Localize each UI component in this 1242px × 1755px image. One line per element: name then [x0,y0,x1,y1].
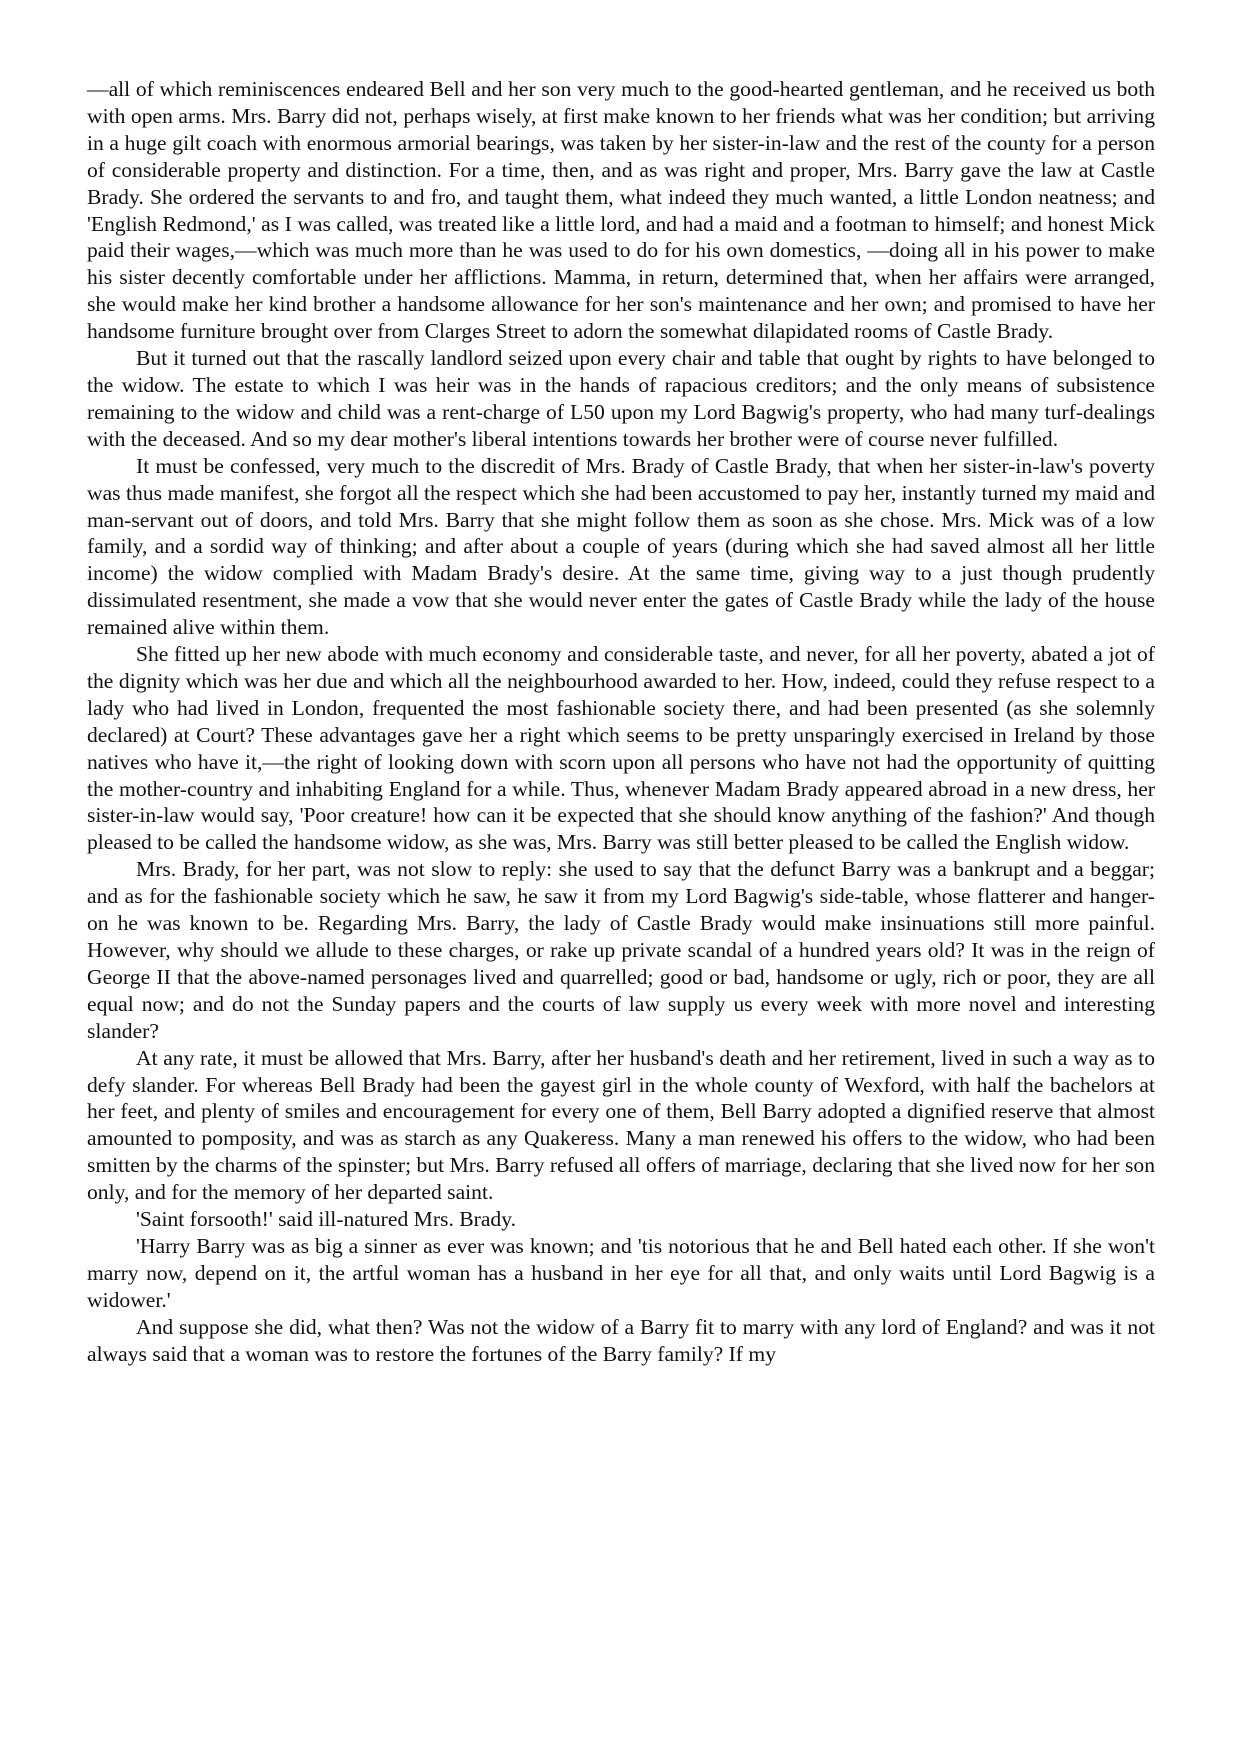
document-page [87,76,1155,1368]
paragraph-4: She fitted up her new abode with much economy and considerable taste, and never, for all her poverty, abated a jot of the dignity which was her due and which all the neighbourhood awarded to her. How, indeed, could they refuse respect to a lady who had lived in London, frequented the most fashionable society there, and had been presented (as she solemnly declared) at Court? These advantages gave her a right which seems to be pretty unsparingly exercised in Ireland by those natives who have it,—the right of looking down with scorn upon all persons who have not had the opportunity of quitting the mother-country and inhabiting England for a while. Thus, whenever Madam Brady appeared abroad in a new dress, her sister-in-law would say, 'Poor creature! how can it be expected that she should know anything of the fashion?' And though pleased to be called the handsome widow, as she was, Mrs. Barry was still better pleased to be called the English widow. [87,642,1155,855]
paragraph-7: 'Saint forsooth!' said ill-natured Mrs. Brady. [136,1207,517,1232]
paragraph-6: At any rate, it must be allowed that Mrs. Barry, after her husband's death and her retirement, lived in such a way as to defy slander. For whereas Bell Brady had been the gayest girl in the whole county of Wexford, with half the bachelors at her feet, and plenty of smiles and encouragement for every one of them, Bell Barry adopted a dignified reserve that almost amounted to pomposity, and was as starch as any Quakeress. Many a man renewed his offers to the widow, who had been smitten by the charms of the spinster; but Mrs. Barry refused all offers of marriage, declaring that she lived now for her son only, and for the memory of her departed saint. [87,1045,1155,1205]
paragraph-1: —all of which reminiscences endeared Bell and her son very much to the good-hearted gentleman, and he received us both with open arms. Mrs. Barry did not, perhaps wisely, at first make known to her friends what was her condition; but arriving in a huge gilt coach with enormous armorial bearings, was taken by her sister-in-law and the rest of the county for a person of considerable property and distinction. For a time, then, and as was right and proper, Mrs. Barry gave the law at Castle Brady. She ordered the servants to and fro, and taught them, what indeed they much wanted, a little London neatness; and 'English Redmond,' as I was called, was treated like a little lord, and had a maid and a footman to himself; and honest Mick paid their wages,—which was much more than he was used to do for his own domestics, —doing all in his power to make his sister decently comfortable under her afflictions. Mamma, in return, determined that, when her affairs were arranged, she would make her kind brother a handsome allowance for her son's maintenance and her own; and promised to have her handsome furniture brought over from Clarges Street to adorn the somewhat dilapidated rooms of Castle Brady. [87,77,1155,344]
paragraph-2: But it turned out that the rascally landlord seized upon every chair and table that ought by rights to have belonged to the widow. The estate to which I was heir was in the hands of rapacious creditors; and the only means of subsistence remaining to the widow and child was a rent-charge of L50 upon my Lord Bagwig's property, who had many turf-dealings with the deceased. And so my dear mother's liberal intentions towards her brother were of course never fulfilled. [87,346,1155,451]
paragraph-8: 'Harry Barry was as big a sinner as ever was known; and 'tis notorious that he and Bell hated each other. If she won't marry now, depend on it, the artful woman has a husband in her eye for all that, and only waits until Lord Bagwig is a widower.' [87,1233,1155,1312]
paragraph-9: And suppose she did, what then? Was not the widow of a Barry fit to marry with any lord of England? and was it not always said that a woman was to restore the fortunes of the Barry family? If my [87,1314,1155,1366]
paragraph-5: Mrs. Brady, for her part, was not slow to reply: she used to say that the defunct Barry was a bankrupt and a beggar; and as for the fashionable society which he saw, he saw it from my Lord Bagwig's side-table, whose flatterer and hanger-on he was known to be. Regarding Mrs. Barry, the lady of Castle Brady would make insinuations still more painful. However, why should we allude to these charges, or rake up private scandal of a hundred years old? It was in the reign of George II that the above-named personages lived and quarrelled; good or bad, handsome or ugly, rich or poor, they are all equal now; and do not the Sunday papers and the courts of law supply us every week with more novel and interesting slander? [87,857,1155,1043]
paragraph-3: It must be confessed, very much to the discredit of Mrs. Brady of Castle Brady, that when her sister-in-law's poverty was thus made manifest, she forgot all the respect which she had been accustomed to pay her, instantly turned my maid and man-servant out of doors, and told Mrs. Barry that she might follow them as soon as she chose. Mrs. Mick was of a low family, and a sordid way of thinking; and after about a couple of years (during which she had saved almost all her little income) the widow complied with Madam Brady's desire. At the same time, giving way to a just though prudently dissimulated resentment, she made a vow that she would never enter the gates of Castle Brady while the lady of the house remained alive within them. [87,453,1155,640]
